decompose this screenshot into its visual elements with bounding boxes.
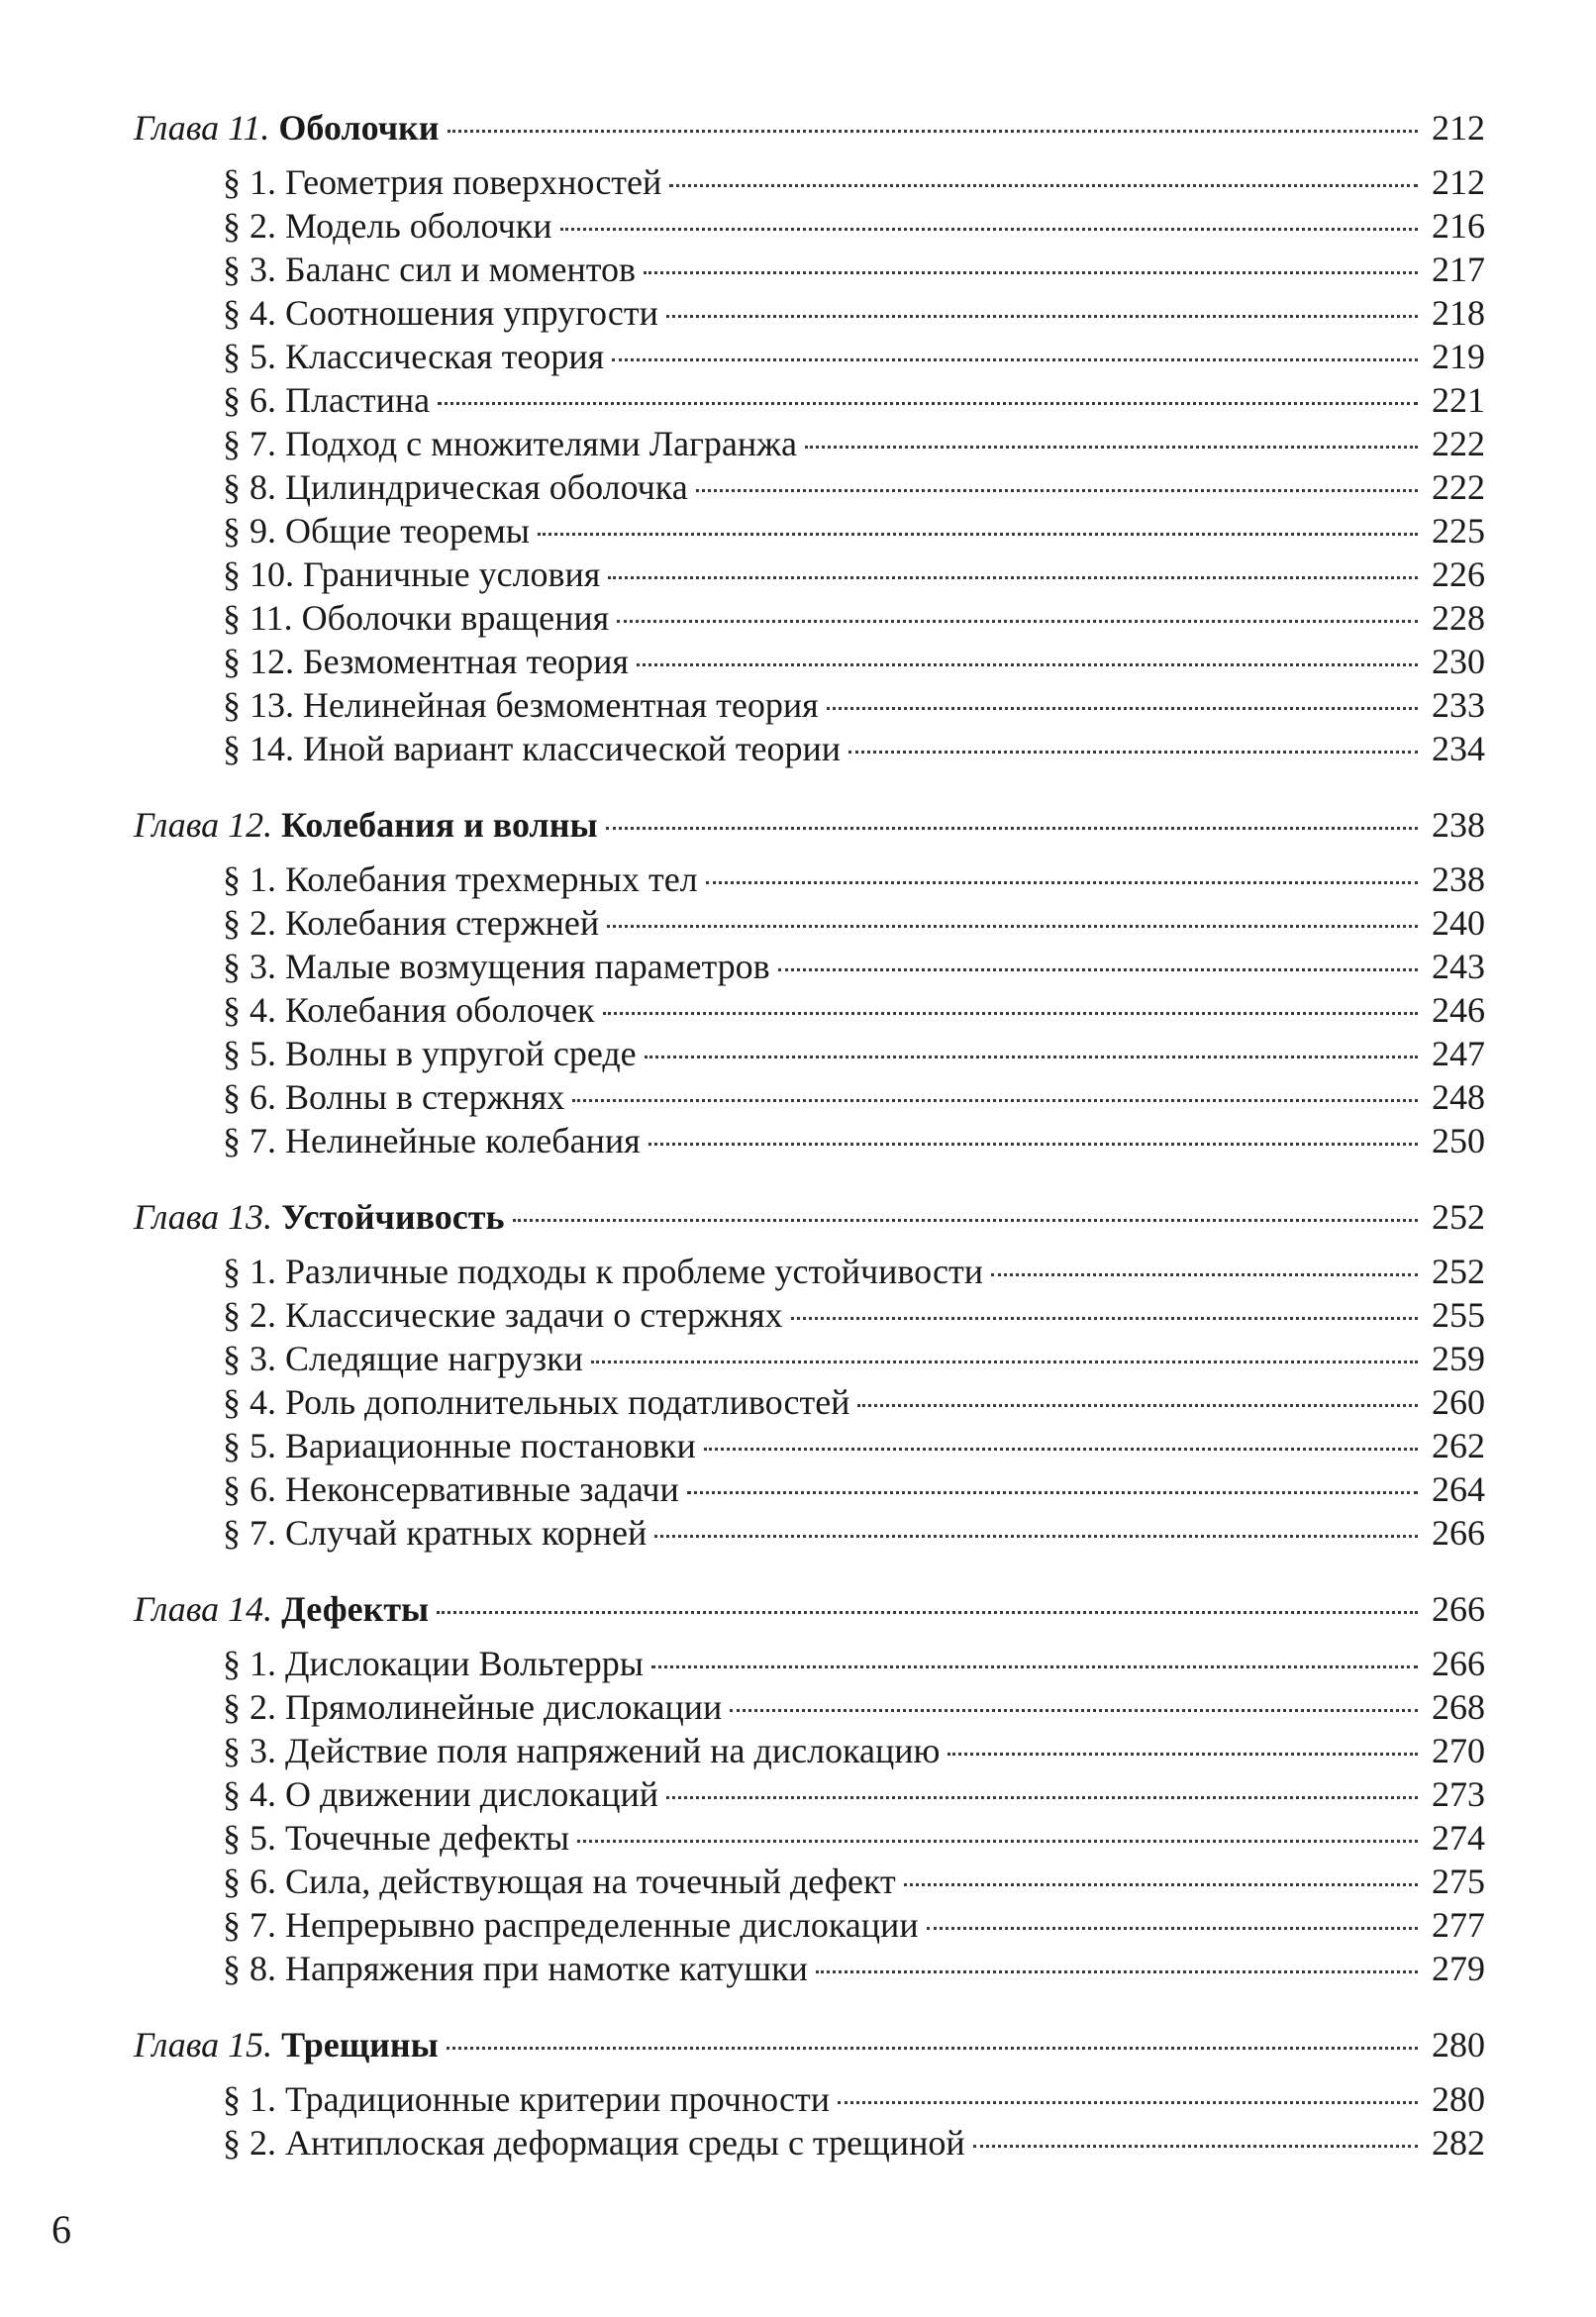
section-title: § 3. Следящие нагрузки: [223, 1339, 583, 1378]
chapter-block: [134, 95, 1485, 770]
section-entry: [134, 378, 1485, 422]
chapter-label: [134, 792, 598, 857]
chapter-block: [134, 792, 1485, 1162]
section-title: § 2. Прямолинейные дислокации: [223, 1687, 723, 1727]
section-title: § 12. Безмоментная теория: [223, 642, 629, 681]
chapter-title: Дефекты: [281, 1589, 430, 1629]
section-title: § 5. Вариационные постановки: [223, 1426, 696, 1465]
chapter-page-number: 252: [1432, 1197, 1485, 1237]
section-page-number: 250: [1432, 1121, 1485, 1160]
section-entry: [134, 988, 1485, 1032]
section-title: § 5. Волны в упругой среде: [223, 1034, 637, 1073]
dot-leader: [654, 1534, 1418, 1538]
section-page-number: 259: [1432, 1339, 1485, 1378]
dot-leader: [577, 1839, 1418, 1843]
dot-leader: [608, 575, 1418, 579]
section-title: § 1. Геометрия поверхностей: [223, 162, 662, 202]
section-title: § 5. Классическая теория: [223, 337, 605, 376]
section-entry: [134, 1424, 1485, 1467]
section-page-number: 246: [1432, 990, 1485, 1030]
section-entry: [134, 248, 1485, 291]
section-page-number: 266: [1432, 1513, 1485, 1553]
chapter-block: [134, 1576, 1485, 1990]
section-page-number: 247: [1432, 1034, 1485, 1073]
chapter-block: [134, 1184, 1485, 1555]
section-title: § 1. Традиционные критерии прочности: [223, 2079, 830, 2119]
section-page-number: 252: [1432, 1252, 1485, 1291]
dot-leader: [704, 1447, 1418, 1451]
section-entry: [134, 1032, 1485, 1075]
chapter-title: Колебания и волны: [281, 805, 598, 845]
section-entry: [134, 1075, 1485, 1119]
dot-leader: [606, 826, 1418, 830]
section-title: § 6. Пластина: [223, 380, 431, 420]
section-entry: [134, 1642, 1485, 1685]
dot-leader: [560, 227, 1419, 231]
section-page-number: 274: [1432, 1818, 1485, 1858]
chapter-label: [134, 2012, 439, 2077]
section-entry: [134, 1119, 1485, 1162]
section-title: § 9. Общие теоремы: [223, 511, 530, 551]
section-title: § 3. Баланс сил и моментов: [223, 250, 637, 289]
chapter-heading: [134, 792, 1485, 857]
chapter-prefix: Глава 11.: [134, 108, 270, 148]
section-title: § 1. Дислокации Вольтерры: [223, 1644, 644, 1683]
section-title: § 2. Классические задачи о стержнях: [223, 1295, 783, 1335]
dot-leader: [791, 1316, 1418, 1320]
section-entry: [134, 1816, 1485, 1860]
section-page-number: 280: [1432, 2079, 1485, 2119]
section-entry: [134, 1729, 1485, 1772]
chapter-page-number: 212: [1432, 108, 1485, 148]
section-entry: [134, 640, 1485, 683]
section-title: § 7. Подход с множителями Лагранжа: [223, 424, 797, 463]
section-page-number: 243: [1432, 947, 1485, 986]
section-title: § 8. Напряжения при намотке катушки: [223, 1949, 808, 1988]
section-title: § 2. Антиплоская деформация среды с трещиной: [223, 2123, 965, 2163]
section-title: § 2. Колебания стержней: [223, 903, 600, 943]
dot-leader: [648, 1142, 1418, 1146]
chapter-block: [134, 2012, 1485, 2165]
chapter-label: [134, 95, 440, 160]
section-page-number: 228: [1432, 598, 1485, 638]
section-title: § 11. Оболочки вращения: [223, 598, 610, 638]
dot-leader: [838, 2100, 1418, 2104]
section-page-number: 234: [1432, 729, 1485, 768]
section-entry: [134, 553, 1485, 596]
chapter-label: [134, 1184, 505, 1250]
section-title: § 7. Случай кратных корней: [223, 1513, 648, 1553]
section-title: § 10. Граничные условия: [223, 554, 601, 594]
section-entry: [134, 901, 1485, 945]
page-number: 6: [51, 2207, 71, 2252]
dot-leader: [706, 880, 1418, 884]
section-page-number: 222: [1432, 424, 1485, 463]
chapter-heading: [134, 1576, 1485, 1642]
chapter-label: [134, 1576, 429, 1642]
chapter-heading: [134, 1184, 1485, 1250]
section-page-number: 219: [1432, 337, 1485, 376]
dot-leader: [973, 2144, 1418, 2148]
section-entry: [134, 1772, 1485, 1816]
dot-leader: [603, 1011, 1418, 1015]
section-page-number: 255: [1432, 1295, 1485, 1335]
section-title: § 6. Сила, действующая на точечный дефект: [223, 1862, 896, 1901]
dot-leader: [666, 314, 1418, 318]
dot-leader: [572, 1098, 1418, 1102]
dot-leader: [447, 2046, 1418, 2050]
section-page-number: 270: [1432, 1731, 1485, 1770]
chapter-title: Устойчивость: [281, 1197, 505, 1237]
section-entry: [134, 1860, 1485, 1903]
section-page-number: 266: [1432, 1644, 1485, 1683]
section-entry: [134, 1250, 1485, 1293]
dot-leader: [666, 1795, 1418, 1799]
dot-leader: [730, 1708, 1418, 1712]
section-entry: [134, 160, 1485, 204]
dot-leader: [827, 706, 1418, 710]
section-entry: [134, 1380, 1485, 1424]
chapter-prefix: Глава 14.: [134, 1589, 273, 1629]
section-title: § 1. Колебания трехмерных тел: [223, 859, 698, 899]
section-title: § 5. Точечные дефекты: [223, 1818, 570, 1858]
dot-leader: [645, 1055, 1418, 1058]
section-title: § 6. Волны в стержнях: [223, 1077, 565, 1117]
dot-leader: [617, 619, 1418, 623]
section-title: § 3. Действие поля напряжений на дислокацию: [223, 1731, 941, 1770]
section-title: § 7. Нелинейные колебания: [223, 1121, 641, 1160]
section-entry: [134, 2121, 1485, 2165]
dot-leader: [848, 750, 1418, 754]
section-entry: [134, 1685, 1485, 1729]
dot-leader: [591, 1360, 1418, 1363]
dot-leader: [612, 357, 1418, 361]
dot-leader: [696, 488, 1418, 492]
dot-leader: [637, 662, 1418, 666]
section-page-number: 275: [1432, 1862, 1485, 1901]
section-entry: [134, 857, 1485, 901]
section-entry: [134, 291, 1485, 335]
dot-leader: [857, 1403, 1418, 1407]
section-page-number: 240: [1432, 903, 1485, 943]
section-title: § 2. Модель оболочки: [223, 206, 552, 246]
section-page-number: 222: [1432, 467, 1485, 507]
section-page-number: 221: [1432, 380, 1485, 420]
dot-leader: [778, 967, 1418, 971]
section-page-number: 262: [1432, 1426, 1485, 1465]
table-of-contents: [134, 95, 1485, 2186]
dot-leader: [669, 183, 1418, 187]
section-page-number: 217: [1432, 250, 1485, 289]
section-entry: [134, 1947, 1485, 1990]
dot-leader: [651, 1664, 1418, 1668]
section-entry: [134, 683, 1485, 727]
section-page-number: 264: [1432, 1469, 1485, 1509]
chapter-prefix: Глава 12.: [134, 805, 273, 845]
chapter-heading: [134, 2012, 1485, 2077]
section-entry: [134, 509, 1485, 553]
dot-leader: [816, 1969, 1418, 1973]
dot-leader: [607, 924, 1418, 928]
chapter-prefix: Глава 13.: [134, 1197, 273, 1237]
section-title: § 13. Нелинейная безмоментная теория: [223, 685, 819, 725]
dot-leader: [948, 1752, 1418, 1756]
section-page-number: 268: [1432, 1687, 1485, 1727]
section-page-number: 212: [1432, 162, 1485, 202]
section-entry: [134, 1293, 1485, 1337]
dot-leader: [687, 1490, 1418, 1494]
section-title: § 3. Малые возмущения параметров: [223, 947, 770, 986]
section-title: § 4. Соотношения упругости: [223, 293, 658, 333]
section-entry: [134, 945, 1485, 988]
section-page-number: 273: [1432, 1774, 1485, 1814]
dot-leader: [904, 1882, 1418, 1886]
chapter-page-number: 280: [1432, 2025, 1485, 2065]
chapter-title: Трещины: [281, 2025, 439, 2065]
section-page-number: 248: [1432, 1077, 1485, 1117]
dot-leader: [448, 129, 1418, 133]
dot-leader: [437, 1610, 1418, 1614]
section-entry: [134, 727, 1485, 770]
section-page-number: 225: [1432, 511, 1485, 551]
section-title: § 1. Различные подходы к проблеме устойчивости: [223, 1252, 984, 1291]
dot-leader: [538, 532, 1418, 536]
section-entry: [134, 1511, 1485, 1555]
section-entry: [134, 335, 1485, 378]
section-title: § 8. Цилиндрическая оболочка: [223, 467, 688, 507]
dot-leader: [438, 401, 1418, 405]
section-page-number: 279: [1432, 1949, 1485, 1988]
dot-leader: [644, 270, 1418, 274]
section-page-number: 260: [1432, 1382, 1485, 1422]
chapter-prefix: Глава 15.: [134, 2025, 273, 2065]
section-page-number: 238: [1432, 859, 1485, 899]
section-page-number: 277: [1432, 1905, 1485, 1945]
section-entry: [134, 204, 1485, 248]
section-entry: [134, 1337, 1485, 1380]
dot-leader: [805, 445, 1418, 449]
section-title: § 14. Иной вариант классической теории: [223, 729, 842, 768]
chapter-page-number: 266: [1432, 1589, 1485, 1629]
section-page-number: 233: [1432, 685, 1485, 725]
section-page-number: 230: [1432, 642, 1485, 681]
section-title: § 4. Колебания оболочек: [223, 990, 595, 1030]
chapter-title: Оболочки: [278, 108, 440, 148]
section-entry: [134, 422, 1485, 465]
section-title: § 4. О движении дислокаций: [223, 1774, 658, 1814]
section-entry: [134, 2077, 1485, 2121]
section-entry: [134, 1467, 1485, 1511]
section-title: § 7. Непрерывно распределенные дислокации: [223, 1905, 919, 1945]
section-entry: [134, 1903, 1485, 1947]
section-page-number: 218: [1432, 293, 1485, 333]
section-entry: [134, 596, 1485, 640]
section-page-number: 226: [1432, 554, 1485, 594]
section-title: § 4. Роль дополнительных податливостей: [223, 1382, 850, 1422]
dot-leader: [927, 1926, 1418, 1930]
section-entry: [134, 465, 1485, 509]
chapter-heading: [134, 95, 1485, 160]
section-page-number: 282: [1432, 2123, 1485, 2163]
section-page-number: 216: [1432, 206, 1485, 246]
dot-leader: [991, 1272, 1418, 1276]
chapter-page-number: 238: [1432, 805, 1485, 845]
section-title: § 6. Неконсервативные задачи: [223, 1469, 679, 1509]
dot-leader: [513, 1218, 1419, 1222]
